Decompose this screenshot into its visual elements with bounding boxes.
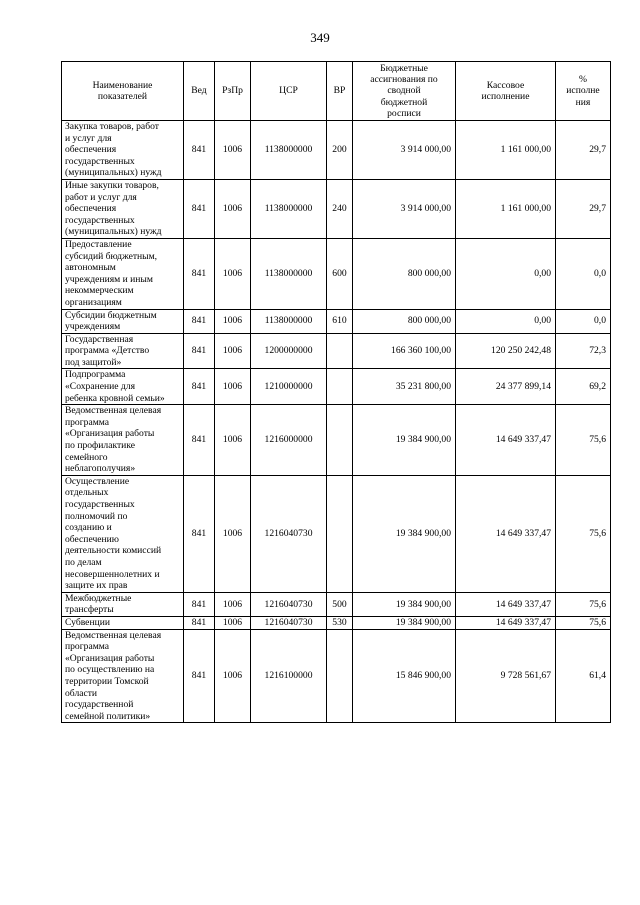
cell-budget: 800 000,00 [353, 309, 456, 333]
cell-pct: 61,4 [556, 629, 611, 723]
cell-ved: 841 [184, 309, 215, 333]
header-budget: Бюджетные ассигнования по сводной бюджетной росписи [353, 62, 456, 121]
cell-ved: 841 [184, 333, 215, 369]
cell-rzpr: 1006 [215, 629, 251, 723]
cell-kassa: 120 250 242,48 [456, 333, 556, 369]
table-row [62, 405, 611, 476]
cell-budget: 166 360 100,00 [353, 333, 456, 369]
table-row [62, 121, 611, 180]
cell-ved: 841 [184, 592, 215, 616]
cell-rzpr: 1006 [215, 616, 251, 629]
cell-ved: 841 [184, 179, 215, 238]
cell-vr [327, 629, 353, 723]
table-row [62, 475, 611, 592]
cell-ved: 841 [184, 238, 215, 309]
cell-name: Иные закупки товаров, работ и услуг для обеспечения государственных (муниципальных) нужд [62, 179, 184, 238]
cell-pct: 29,7 [556, 179, 611, 238]
table-row [62, 369, 611, 405]
cell-ved: 841 [184, 629, 215, 723]
cell-rzpr: 1006 [215, 333, 251, 369]
cell-vr [327, 369, 353, 405]
cell-vr: 200 [327, 121, 353, 180]
cell-rzpr: 1006 [215, 475, 251, 592]
header-pct: % исполне ния [556, 62, 611, 121]
cell-vr: 240 [327, 179, 353, 238]
cell-csr: 1216040730 [251, 616, 327, 629]
header-rzpr: РзПр [215, 62, 251, 121]
table-row [62, 179, 611, 238]
cell-pct: 75,6 [556, 592, 611, 616]
table-row [62, 333, 611, 369]
cell-name: Ведомственная целевая программа «Организация работы по осуществлению на территории Томской области государственной семейной политики» [62, 629, 184, 723]
table-row [62, 309, 611, 333]
cell-budget: 35 231 800,00 [353, 369, 456, 405]
cell-kassa: 24 377 899,14 [456, 369, 556, 405]
cell-pct: 75,6 [556, 475, 611, 592]
cell-name: Подпрограмма «Сохранение для ребенка кровной семьи» [62, 369, 184, 405]
cell-name: Закупка товаров, работ и услуг для обеспечения государственных (муниципальных) нужд [62, 121, 184, 180]
table-row [62, 629, 611, 723]
cell-ved: 841 [184, 616, 215, 629]
cell-kassa: 0,00 [456, 238, 556, 309]
cell-name: Государственная программа «Детство под защитой» [62, 333, 184, 369]
table-row [62, 238, 611, 309]
cell-vr: 500 [327, 592, 353, 616]
cell-pct: 72,3 [556, 333, 611, 369]
page-number: 349 [310, 30, 330, 45]
budget-table [61, 61, 611, 723]
header-vr: ВР [327, 62, 353, 121]
cell-csr: 1138000000 [251, 238, 327, 309]
cell-ved: 841 [184, 475, 215, 592]
cell-kassa: 14 649 337,47 [456, 616, 556, 629]
cell-csr: 1216000000 [251, 405, 327, 476]
cell-kassa: 1 161 000,00 [456, 121, 556, 180]
cell-budget: 800 000,00 [353, 238, 456, 309]
cell-csr: 1210000000 [251, 369, 327, 405]
cell-csr: 1216100000 [251, 629, 327, 723]
header-name: Наименование показателей [62, 62, 184, 121]
cell-csr: 1216040730 [251, 475, 327, 592]
cell-csr: 1138000000 [251, 179, 327, 238]
cell-name: Ведомственная целевая программа «Организация работы по профилактике семейного неблагополучия» [62, 405, 184, 476]
cell-name: Субсидии бюджетным учреждениям [62, 309, 184, 333]
cell-pct: 0,0 [556, 309, 611, 333]
cell-ved: 841 [184, 369, 215, 405]
cell-name: Предоставление субсидий бюджетным, автономным учреждениям и иным некоммерческим организациям [62, 238, 184, 309]
cell-vr: 610 [327, 309, 353, 333]
cell-kassa: 14 649 337,47 [456, 592, 556, 616]
cell-kassa: 14 649 337,47 [456, 475, 556, 592]
cell-pct: 69,2 [556, 369, 611, 405]
cell-rzpr: 1006 [215, 369, 251, 405]
cell-rzpr: 1006 [215, 179, 251, 238]
cell-kassa: 14 649 337,47 [456, 405, 556, 476]
cell-name: Осуществление отдельных государственных полномочий по созданию и обеспечению деятельности комиссий по делам несовершеннолетних и защите их прав [62, 475, 184, 592]
table-body [62, 121, 611, 723]
cell-budget: 19 384 900,00 [353, 405, 456, 476]
header-ved: Вед [184, 62, 215, 121]
cell-pct: 75,6 [556, 405, 611, 476]
cell-name: Субвенции [62, 616, 184, 629]
table-row [62, 592, 611, 616]
cell-rzpr: 1006 [215, 592, 251, 616]
cell-csr: 1216040730 [251, 592, 327, 616]
header-kassa: Кассовое исполнение [456, 62, 556, 121]
cell-kassa: 1 161 000,00 [456, 179, 556, 238]
cell-budget: 19 384 900,00 [353, 616, 456, 629]
cell-kassa: 0,00 [456, 309, 556, 333]
cell-rzpr: 1006 [215, 405, 251, 476]
cell-csr: 1200000000 [251, 333, 327, 369]
cell-budget: 19 384 900,00 [353, 592, 456, 616]
cell-csr: 1138000000 [251, 309, 327, 333]
cell-budget: 3 914 000,00 [353, 121, 456, 180]
cell-pct: 29,7 [556, 121, 611, 180]
cell-vr [327, 475, 353, 592]
table-row [62, 616, 611, 629]
cell-rzpr: 1006 [215, 121, 251, 180]
cell-pct: 75,6 [556, 616, 611, 629]
cell-budget: 3 914 000,00 [353, 179, 456, 238]
cell-csr: 1138000000 [251, 121, 327, 180]
cell-vr [327, 333, 353, 369]
cell-rzpr: 1006 [215, 309, 251, 333]
cell-ved: 841 [184, 121, 215, 180]
cell-budget: 15 846 900,00 [353, 629, 456, 723]
cell-pct: 0,0 [556, 238, 611, 309]
cell-ved: 841 [184, 405, 215, 476]
cell-name: Межбюджетные трансферты [62, 592, 184, 616]
cell-vr: 600 [327, 238, 353, 309]
cell-rzpr: 1006 [215, 238, 251, 309]
cell-vr [327, 405, 353, 476]
cell-budget: 19 384 900,00 [353, 475, 456, 592]
header-csr: ЦСР [251, 62, 327, 121]
cell-vr: 530 [327, 616, 353, 629]
cell-kassa: 9 728 561,67 [456, 629, 556, 723]
table-header [62, 62, 611, 121]
